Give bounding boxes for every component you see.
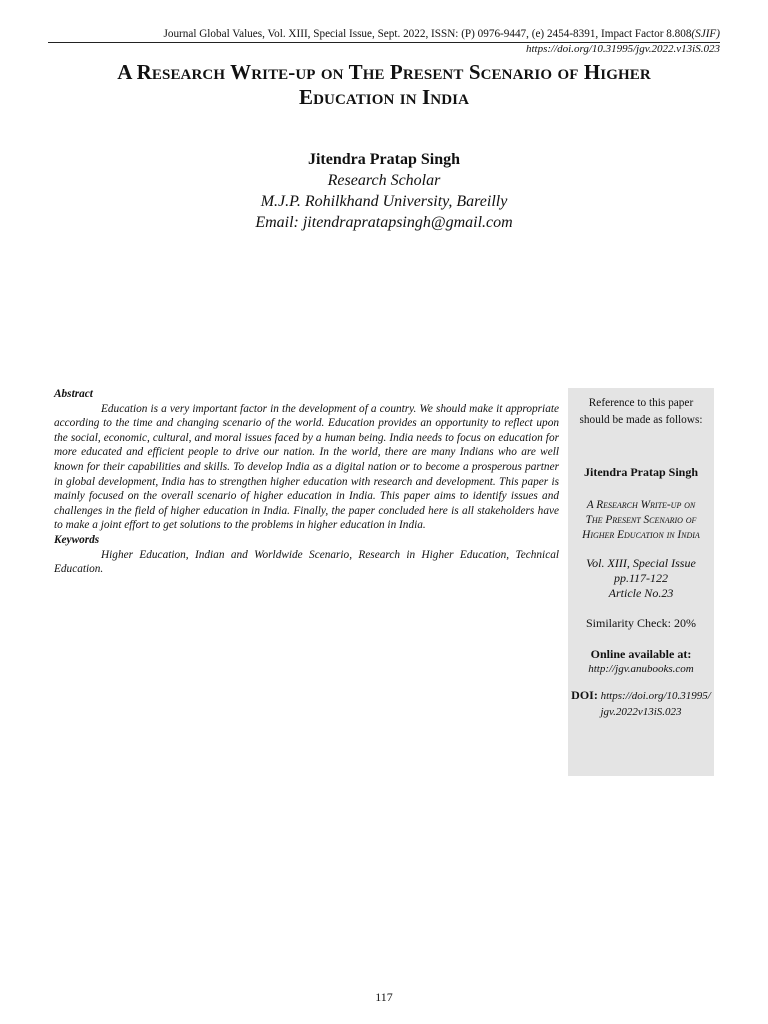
citation-sidebar (568, 388, 714, 776)
page-number: 117 (375, 990, 393, 1004)
similarity-check: Similarity Check: 20% (586, 616, 696, 630)
abstract-section (54, 387, 559, 577)
author-role: Research Scholar (327, 172, 441, 189)
sidebar-volume: Vol. XIII, Special Issue (586, 556, 696, 570)
impact-factor-source: (SJIF) (691, 28, 720, 40)
journal-header (48, 28, 720, 41)
header-doi-link[interactable]: https://doi.org/10.31995/jgv.2022.v13iS.023 (525, 43, 720, 55)
keywords-heading: Keywords (54, 533, 100, 546)
author-email[interactable]: Email: jitendrapratapsingh@gmail.com (255, 214, 513, 231)
abstract-text: Education is a very important factor in the development of a country. We should make it appropriate according to the time and changing scenario of the world. Education provides an opportunity to reflect upon the social, economic, cultural, and moral issues faced by a human being. India needs to focus on education for more educated and efficient people to drive our nation. In the world, there are many Indians who are well known for their capabilities and skills. To develop India as a digital nation or to become a prosperous partner in global development, India has to strengthen higher education with research and development. This paper is mainly focused on the overall scenario of higher education in India. This paper aims to identify issues and challenges in the field of higher education in India. Finally, the paper concluded here is all stakeholders have to make a joint effort to get solutions to the problems in higher education in India. (54, 402, 559, 532)
author-name: Jitendra Pratap Singh (307, 151, 460, 168)
abstract-heading: Abstract (54, 388, 93, 400)
sidebar-title-line-3: Higher Education in India (582, 529, 700, 541)
doi-link-part-2[interactable]: jgv.2022v13iS.023 (600, 706, 682, 718)
author-block (100, 150, 668, 233)
paper-title (60, 60, 708, 110)
sidebar-pages: pp.117-122 (613, 571, 669, 585)
sidebar-title (570, 498, 712, 543)
sidebar-title-line-2: The Present Scenario of (585, 514, 697, 526)
sidebar-volume-info (572, 556, 710, 601)
sidebar-article: Article No.23 (608, 586, 674, 600)
online-url-link[interactable]: http://jgv.anubooks.com (588, 663, 694, 675)
reference-note: Reference to this paper should be made as follows: (579, 397, 703, 426)
doi-label: DOI: (571, 688, 598, 702)
sidebar-title-line-1: A Research Write-up on (586, 499, 696, 511)
keywords-text: Higher Education, Indian and Worldwide Scenario, Research in Higher Education, Technical Education. (54, 548, 559, 576)
online-label: Online available at: (590, 647, 692, 661)
paper-title-line-1: A Research Write-up on The Present Scenario of Higher (117, 60, 651, 84)
sidebar-doi (570, 687, 712, 720)
paper-title-line-2: Education in India (298, 85, 470, 109)
journal-citation: Journal Global Values, Vol. XIII, Special Issue, Sept. 2022, ISSN: (P) 0976-9447, (e) 2454-8391, Impact Factor 8.808 (163, 28, 692, 40)
sidebar-author: Jitendra Pratap Singh (583, 465, 698, 479)
doi-link-part-1[interactable]: https://doi.org/10.31995/ (600, 690, 711, 702)
online-availability (572, 647, 710, 677)
author-affiliation: M.J.P. Rohilkhand University, Bareilly (260, 193, 508, 210)
